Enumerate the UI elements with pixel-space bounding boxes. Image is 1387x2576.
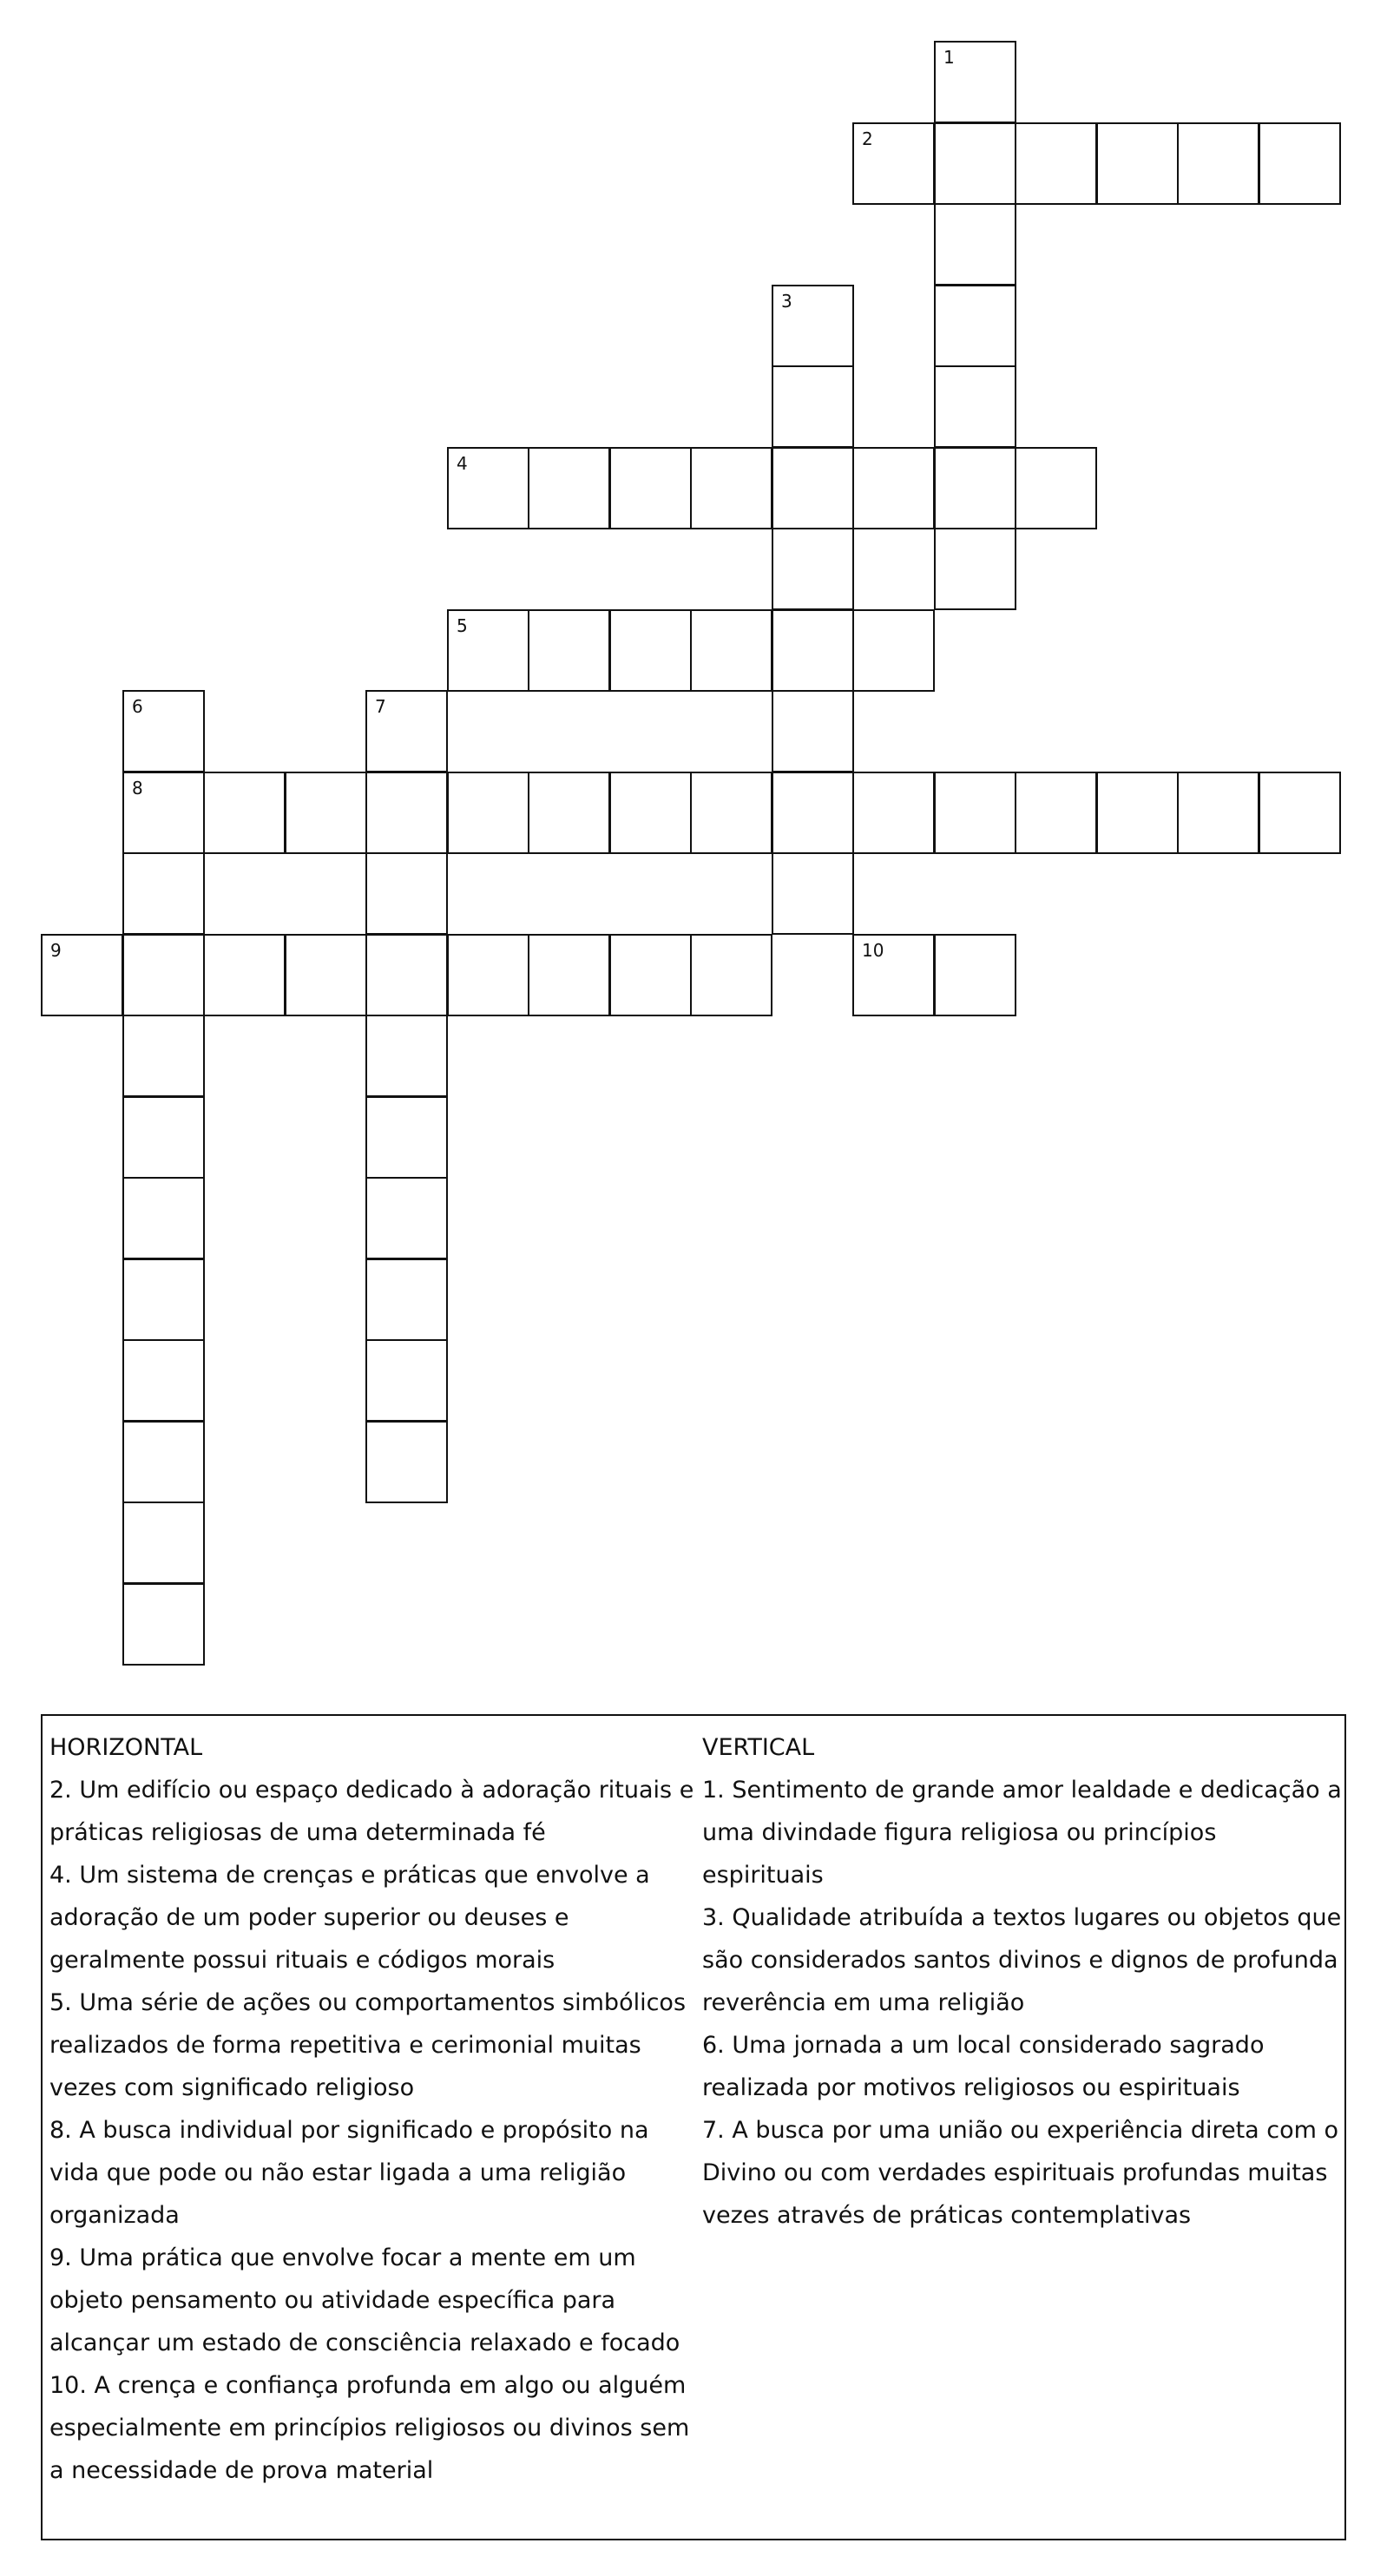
grid-cell[interactable] [365, 1339, 448, 1422]
grid-cell[interactable] [122, 1502, 205, 1584]
grid-cell[interactable] [365, 690, 448, 772]
grid-cell[interactable] [528, 447, 610, 529]
clue-number: 4 [457, 453, 468, 474]
grid-cell[interactable] [122, 934, 205, 1016]
grid-cell[interactable] [122, 1177, 205, 1259]
grid-cell[interactable] [772, 772, 854, 854]
across-clues [49, 1726, 696, 2492]
grid-cell[interactable] [934, 528, 1016, 610]
grid-cell[interactable] [203, 934, 286, 1016]
clue-across-4: 4. Um sistema de crenças e práticas que envolve a adoração de um poder superior ou deuses e geralmente possui rituais e códigos morais [49, 1862, 650, 1974]
grid-cell[interactable] [122, 1258, 205, 1341]
clue-number: 8 [132, 778, 143, 798]
grid-cell[interactable] [365, 1421, 448, 1503]
grid-cell[interactable] [690, 772, 772, 854]
clue-number: 10 [862, 940, 884, 961]
grid-cell[interactable] [365, 852, 448, 935]
clues-box [41, 1714, 1346, 2540]
grid-cell[interactable] [365, 1177, 448, 1259]
grid-cell[interactable] [122, 1583, 205, 1666]
grid-cell[interactable] [772, 528, 854, 610]
clue-number: 6 [132, 696, 143, 717]
grid-cell[interactable] [528, 609, 610, 692]
grid-cell[interactable] [365, 772, 448, 854]
grid-cell[interactable] [122, 772, 205, 854]
grid-cell[interactable] [1177, 772, 1259, 854]
clue-down-6: 6. Uma jornada a um local considerado sagrado realizada por motivos religiosos ou espirituais [702, 2032, 1265, 2101]
down-title: VERTICAL [702, 1734, 815, 1761]
grid-cell[interactable] [934, 122, 1016, 205]
grid-cell[interactable] [285, 772, 367, 854]
clue-across-5: 5. Uma série de ações ou comportamentos simbólicos realizados de forma repetitiva e cerimonial muitas vezes com significado religioso [49, 1989, 687, 2101]
grid-cell[interactable] [41, 934, 123, 1016]
grid-cell[interactable] [1096, 122, 1179, 205]
clue-number: 5 [457, 615, 468, 636]
grid-cell[interactable] [447, 447, 529, 529]
grid-cell[interactable] [122, 1015, 205, 1097]
clue-down-3: 3. Qualidade atribuída a textos lugares ou objetos que são considerados santos divinos e dignos de profunda reverência em uma religião [702, 1904, 1342, 2016]
grid-cell[interactable] [690, 447, 772, 529]
grid-cell[interactable] [203, 772, 286, 854]
grid-cell[interactable] [1259, 772, 1341, 854]
grid-cell[interactable] [852, 934, 935, 1016]
grid-cell[interactable] [122, 1421, 205, 1503]
grid-cell[interactable] [852, 122, 935, 205]
grid-cell[interactable] [772, 447, 854, 529]
grid-cell[interactable] [609, 934, 692, 1016]
grid-cell[interactable] [1096, 772, 1179, 854]
clue-down-7: 7. A busca por uma união ou experiência direta com o Divino ou com verdades espirituais profundas muitas vezes através de práticas contemplativas [702, 2117, 1339, 2229]
clue-across-9: 9. Uma prática que envolve focar a mente em um objeto pensamento ou atividade específica para alcançar um estado de consciência relaxado e focado [49, 2244, 680, 2356]
clue-number: 7 [375, 696, 386, 717]
grid-cell[interactable] [285, 934, 367, 1016]
grid-cell[interactable] [1015, 772, 1097, 854]
grid-cell[interactable] [1015, 447, 1097, 529]
grid-cell[interactable] [934, 203, 1016, 286]
grid-cell[interactable] [852, 609, 935, 692]
grid-cell[interactable] [122, 690, 205, 772]
grid-cell[interactable] [934, 365, 1016, 448]
grid-cell[interactable] [772, 852, 854, 935]
grid-cell[interactable] [934, 285, 1016, 367]
grid-cell[interactable] [690, 934, 772, 1016]
grid-cell[interactable] [609, 609, 692, 692]
grid-cell[interactable] [852, 772, 935, 854]
clue-down-1: 1. Sentimento de grande amor lealdade e dedicação a uma divindade figura religiosa ou princípios espirituais [702, 1777, 1342, 1889]
grid-cell[interactable] [772, 609, 854, 692]
grid-cell[interactable] [852, 447, 935, 529]
grid-cell[interactable] [772, 365, 854, 448]
grid-cell[interactable] [122, 1339, 205, 1422]
grid-cell[interactable] [365, 1258, 448, 1341]
grid-cell[interactable] [528, 772, 610, 854]
grid-cell[interactable] [122, 852, 205, 935]
down-clues [702, 1726, 1344, 2237]
grid-cell[interactable] [365, 1015, 448, 1097]
clue-across-10: 10. A crença e confiança profunda em algo ou alguém especialmente em princípios religiosos ou divinos sem a necessidade de prova material [49, 2372, 690, 2484]
grid-cell[interactable] [447, 609, 529, 692]
grid-cell[interactable] [365, 1096, 448, 1179]
clue-number: 1 [943, 47, 955, 68]
clue-across-8: 8. A busca individual por significado e propósito na vida que pode ou não estar ligada a uma religião organizada [49, 2117, 649, 2229]
clue-number: 2 [862, 128, 873, 149]
grid-cell[interactable] [934, 772, 1016, 854]
grid-cell[interactable] [690, 609, 772, 692]
grid-cell[interactable] [934, 41, 1016, 123]
grid-cell[interactable] [609, 772, 692, 854]
grid-cell[interactable] [365, 934, 448, 1016]
grid-cell[interactable] [934, 934, 1016, 1016]
grid-cell[interactable] [1259, 122, 1341, 205]
grid-cell[interactable] [447, 772, 529, 854]
grid-cell[interactable] [528, 934, 610, 1016]
grid-cell[interactable] [1177, 122, 1259, 205]
grid-cell[interactable] [934, 447, 1016, 529]
grid-cell[interactable] [609, 447, 692, 529]
grid-cell[interactable] [772, 690, 854, 772]
grid-cell[interactable] [122, 1096, 205, 1179]
clue-number: 3 [781, 291, 792, 312]
grid-cell[interactable] [772, 285, 854, 367]
clue-across-2: 2. Um edifício ou espaço dedicado à adoração rituais e práticas religiosas de uma determinada fé [49, 1777, 694, 1846]
clue-number: 9 [50, 940, 62, 961]
across-title: HORIZONTAL [49, 1734, 203, 1761]
grid-cell[interactable] [447, 934, 529, 1016]
grid-cell[interactable] [1015, 122, 1097, 205]
